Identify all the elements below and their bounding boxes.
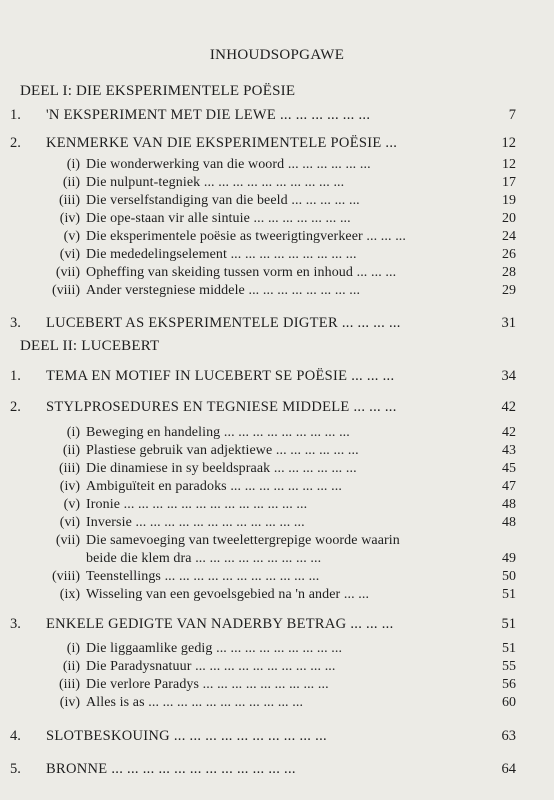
subentry-title: Die liggaamlike gedig ... ... ... ... ... ... ... ... ... bbox=[86, 641, 343, 656]
entry-page: 31 bbox=[501, 315, 516, 331]
entry-title: LUCEBERT AS EKSPERIMENTELE DIGTER ... ... ... ... bbox=[46, 315, 401, 331]
subentry-title: Die samevoeging van tweelettergrepige woorde waarin bbox=[86, 533, 400, 548]
subentry-number: (i) bbox=[66, 157, 80, 172]
subentry-page: 56 bbox=[502, 677, 516, 692]
toc-subentry bbox=[0, 442, 554, 460]
entry-title: BRONNE ... ... ... ... ... ... ... ... ... ... ... ... bbox=[46, 761, 296, 777]
subentry-number: (ix) bbox=[59, 587, 80, 602]
toc-subentry bbox=[0, 676, 554, 694]
subentry-number: (vii) bbox=[55, 533, 80, 548]
subentry-title: Ironie ... ... ... ... ... ... ... ... ... ... ... ... ... bbox=[86, 497, 308, 512]
entry-title: 'N EKSPERIMENT MET DIE LEWE ... ... ... ... ... ... bbox=[46, 107, 371, 123]
toc-subentry bbox=[0, 156, 554, 174]
toc-subentry bbox=[0, 192, 554, 210]
entry-number: 3. bbox=[10, 315, 21, 331]
subentry-number: (v) bbox=[63, 497, 80, 512]
subentry-page: 43 bbox=[502, 443, 516, 458]
subentry-title: Teenstellings ... ... ... ... ... ... ... ... ... ... ... bbox=[86, 569, 320, 584]
subentry-page: 19 bbox=[502, 193, 516, 208]
toc-subentry bbox=[0, 246, 554, 264]
entry-page: 63 bbox=[501, 728, 516, 744]
subentry-number: (iii) bbox=[59, 677, 80, 692]
entry-number: 2. bbox=[10, 135, 21, 151]
subentry-page: 60 bbox=[502, 695, 516, 710]
subentry-title: Die wonderwerking van die woord ... ... ... ... ... ... bbox=[86, 157, 371, 172]
subentry-page: 42 bbox=[502, 425, 516, 440]
subentry-number: (iv) bbox=[59, 695, 80, 710]
toc-entry-2-1 bbox=[0, 367, 554, 385]
toc-entry-2-3 bbox=[0, 615, 554, 633]
entry-page: 7 bbox=[508, 107, 516, 123]
subentry-page: 28 bbox=[502, 265, 516, 280]
subentry-number: (ii) bbox=[62, 443, 80, 458]
subentry-title: Plastiese gebruik van adjektiewe ... ... ... ... ... ... bbox=[86, 443, 359, 458]
subentry-number: (iii) bbox=[59, 461, 80, 476]
subentry-title: Alles is as ... ... ... ... ... ... ... ... ... ... ... bbox=[86, 695, 304, 710]
part-1-title: DEEL I: DIE EKSPERIMENTELE POËSIE bbox=[20, 83, 296, 99]
entry-title: KENMERKE VAN DIE EKSPERIMENTELE POËSIE ... bbox=[46, 135, 398, 151]
subentry-title: Die dinamiese in sy beeldspraak ... ... ... ... ... ... bbox=[86, 461, 357, 476]
subentry-page: 47 bbox=[502, 479, 516, 494]
subentry-title: Inversie ... ... ... ... ... ... ... ... ... ... ... ... bbox=[86, 515, 305, 530]
entry-title: TEMA EN MOTIEF IN LUCEBERT SE POËSIE ... ... ... bbox=[46, 368, 395, 384]
entry-page: 12 bbox=[501, 135, 516, 151]
toc-subentry bbox=[0, 514, 554, 532]
toc-subentry bbox=[0, 228, 554, 246]
subentry-title: Die ope-staan vir alle sintuie ... ... ... ... ... ... ... bbox=[86, 211, 351, 226]
entry-page: 42 bbox=[501, 399, 516, 415]
entry-page: 64 bbox=[501, 761, 516, 777]
entry-number: 1. bbox=[10, 368, 21, 384]
toc-subentry bbox=[0, 282, 554, 300]
part-2-title: DEEL II: LUCEBERT bbox=[20, 338, 160, 354]
toc-entry-1-2 bbox=[0, 134, 554, 152]
entry-number: 5. bbox=[10, 761, 21, 777]
subentry-page: 48 bbox=[502, 515, 516, 530]
toc-subentry bbox=[0, 658, 554, 676]
subentry-page: 20 bbox=[502, 211, 516, 226]
entry-number: 1. bbox=[10, 107, 21, 123]
toc-subentry bbox=[0, 532, 554, 550]
subentry-number: (vi) bbox=[59, 515, 80, 530]
toc-entry-2-5 bbox=[0, 760, 554, 778]
toc-subentry bbox=[0, 460, 554, 478]
toc-subentry bbox=[0, 424, 554, 442]
toc-entry-1-3 bbox=[0, 314, 554, 332]
subentry-title: Die nulpunt-tegniek ... ... ... ... ... ... ... ... ... ... bbox=[86, 175, 345, 190]
subentry-title: Ander verstegniese middele ... ... ... ... ... ... ... ... bbox=[86, 283, 361, 298]
subentry-page: 45 bbox=[502, 461, 516, 476]
toc-entry-1-1 bbox=[0, 106, 554, 124]
subentry-title: beide die klem dra ... ... ... ... ... ... ... ... ... bbox=[86, 551, 322, 566]
subentry-number: (vii) bbox=[55, 265, 80, 280]
subentry-title: Ambiguïteit en paradoks ... ... ... ... ... ... ... ... bbox=[86, 479, 342, 494]
toc-subentry bbox=[0, 210, 554, 228]
subentry-number: (iv) bbox=[59, 479, 80, 494]
toc-subentry bbox=[0, 478, 554, 496]
subentry-page: 29 bbox=[502, 283, 516, 298]
subentry-number: (iv) bbox=[59, 211, 80, 226]
subentry-page: 24 bbox=[502, 229, 516, 244]
subentry-number: (i) bbox=[66, 425, 80, 440]
toc-subentry bbox=[0, 586, 554, 604]
subentry-page: 12 bbox=[502, 157, 516, 172]
entry-page: 34 bbox=[501, 368, 516, 384]
entry-title: ENKELE GEDIGTE VAN NADERBY BETRAG ... ... ... bbox=[46, 616, 394, 632]
toc-subentry bbox=[0, 264, 554, 282]
subentry-page: 26 bbox=[502, 247, 516, 262]
subentry-title: Die eksperimentele poësie as tweerigtingverkeer ... ... ... bbox=[86, 229, 407, 244]
subentry-page: 17 bbox=[502, 175, 516, 190]
subentry-title: Die mededelingselement ... ... ... ... ... ... ... ... ... bbox=[86, 247, 357, 262]
entry-number: 2. bbox=[10, 399, 21, 415]
subentry-title: Beweging en handeling ... ... ... ... ... ... ... ... ... bbox=[86, 425, 350, 440]
subentry-page: 49 bbox=[502, 551, 516, 566]
toc-subentry bbox=[0, 174, 554, 192]
subentry-number: (vi) bbox=[59, 247, 80, 262]
toc-entry-2-4 bbox=[0, 727, 554, 745]
subentry-title: Wisseling van een gevoelsgebied na 'n ander ... ... bbox=[86, 587, 370, 602]
subentry-page: 51 bbox=[502, 641, 516, 656]
subentry-number: (viii) bbox=[52, 569, 80, 584]
subentry-title: Die Paradysnatuur ... ... ... ... ... ... ... ... ... ... bbox=[86, 659, 336, 674]
subentry-number: (iii) bbox=[59, 193, 80, 208]
toc-subentry-continued bbox=[0, 550, 554, 568]
toc-subentry bbox=[0, 694, 554, 712]
entry-page: 51 bbox=[501, 616, 516, 632]
subentry-number: (v) bbox=[63, 229, 80, 244]
toc-entry-2-2 bbox=[0, 398, 554, 416]
toc-subentry bbox=[0, 496, 554, 514]
subentry-number: (ii) bbox=[62, 175, 80, 190]
entry-title: SLOTBESKOUING ... ... ... ... ... ... ... ... ... ... bbox=[46, 728, 327, 744]
entry-number: 4. bbox=[10, 728, 21, 744]
entry-number: 3. bbox=[10, 616, 21, 632]
subentry-title: Die verselfstandiging van die beeld ... ... ... ... ... bbox=[86, 193, 360, 208]
subentry-page: 55 bbox=[502, 659, 516, 674]
subentry-number: (viii) bbox=[52, 283, 80, 298]
toc-subentry bbox=[0, 568, 554, 586]
subentry-title: Opheffing van skeiding tussen vorm en inhoud ... ... ... bbox=[86, 265, 397, 280]
subentry-page: 50 bbox=[502, 569, 516, 584]
subentry-number: (i) bbox=[66, 641, 80, 656]
page-title: INHOUDSOPGAWE bbox=[209, 47, 345, 63]
subentry-number: (ii) bbox=[62, 659, 80, 674]
subentry-page: 48 bbox=[502, 497, 516, 512]
toc-subentry bbox=[0, 640, 554, 658]
subentry-title: Die verlore Paradys ... ... ... ... ... ... ... ... ... bbox=[86, 677, 329, 692]
subentry-page: 51 bbox=[502, 587, 516, 602]
entry-title: STYLPROSEDURES EN TEGNIESE MIDDELE ... ... ... bbox=[46, 399, 397, 415]
